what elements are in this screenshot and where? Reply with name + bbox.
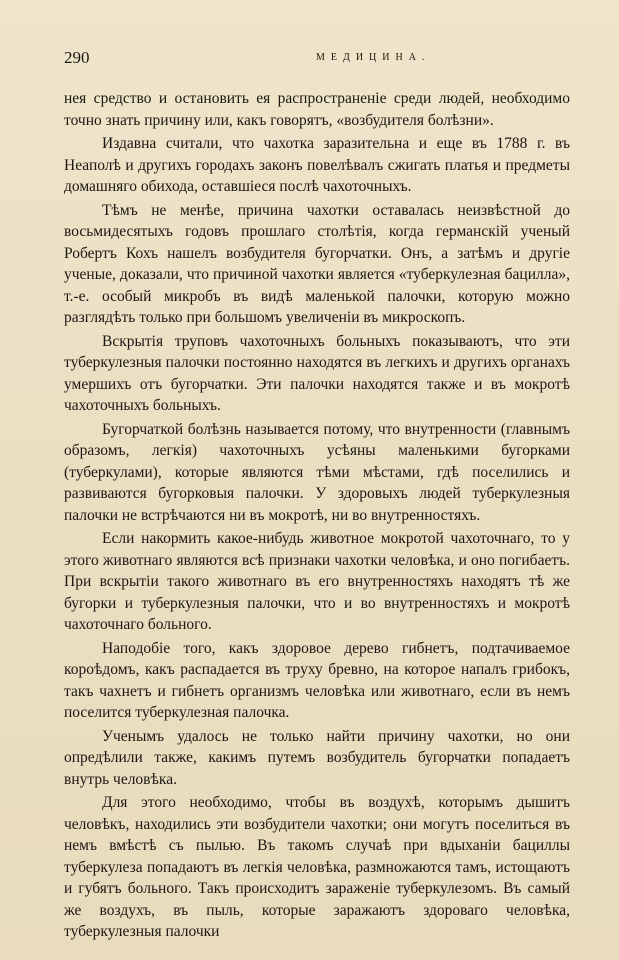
paragraph: Издавна считали, что чахотка заразительна и еще въ 1788 г. въ Неаполѣ и другихъ городахъ законъ повелѣвалъ сжигать платья и предметы домашняго обихода, оставшіеся послѣ чахоточныхъ. bbox=[64, 135, 570, 195]
paragraph: Ученымъ удалось не только найти причину чахотки, но они опредѣлили также, какимъ путемъ возбудитель бугорчатки попадаетъ внутрь человѣка. bbox=[64, 727, 570, 788]
paragraph: Наподобіе того, какъ здоровое дерево гибнетъ, подтачиваемое короѣдомъ, какъ распадается въ труху бревно, на которое напалъ грибокъ, такъ чахнетъ и гибнетъ организмъ человѣка или животнаго, если въ немъ поселится туберкулезная палочка. bbox=[64, 639, 570, 721]
paragraph: Бугорчаткой болѣзнь называется потому, что внутренности (главнымъ образомъ, легкія) чахоточныхъ усѣяны маленькими бугорками (туберкулами), которые являются тѣми мѣстами, гдѣ поселились и развиваются бугорковыя палочки. У здоровыхъ людей туберкулезныя палочки не встрѣчаются ни въ мокротѣ, ни во внутренностяхъ. bbox=[64, 420, 570, 524]
paragraph: Для этого необходимо, чтобы въ воздухѣ, которымъ дышитъ человѣкъ, находились эти возбудители чахотки; они могутъ поселиться въ немъ вмѣстѣ съ пылью. Въ такомъ случаѣ при вдыханіи бациллы туберкулеза попадаютъ въ легкія человѣка, размножаются тамъ, истощаютъ и губятъ больного. Такъ происходитъ зараженіе туберкулезомъ. Въ самый же воздухъ, въ пыль, которые заражаютъ здороваго человѣка, туберкулезныя палочки bbox=[64, 794, 570, 940]
page-header bbox=[64, 48, 566, 70]
paragraph: Если накормить какое-нибудь животное мокротой чахоточнаго, то у этого животнаго являются всѣ признаки чахотки человѣка, и оно погибаетъ. При вскрытіи такого животнаго въ его внутренностяхъ находятъ тѣ же бугорки и туберкулезныя палочки, что и во внутренностяхъ и мокротѣ чахоточнаго больного. bbox=[64, 530, 570, 633]
page-number: 290 bbox=[64, 48, 90, 67]
paragraph: Вскрытія труповъ чахоточныхъ больныхъ показываютъ, что эти туберкулезныя палочки постоянно находятся въ легкихъ и другихъ органахъ умершихъ отъ бугорчатки. Эти палочки находятся также и въ мокротѣ чахоточныхъ больныхъ. bbox=[64, 332, 570, 414]
running-head: МЕДИЦИНА. bbox=[316, 52, 431, 63]
body-text bbox=[64, 88, 570, 945]
paragraph: Тѣмъ не менѣе, причина чахотки оставалась неизвѣстной до восьмидесятыхъ годовъ прошлаго столѣтія, когда германскій ученый Робертъ Кохъ нашелъ возбудителя бугорчатки. Онъ, а затѣмъ и другіе ученые, доказали, что причиной чахотки является «туберкулезная бацилла», т.-е. особый микробъ въ видѣ маленькой палочки, которую можно разглядѣть только при большомъ увеличеніи въ микроскопъ. bbox=[64, 201, 570, 326]
paragraph: нея средство и остановить ея распространеніе среди людей, необходимо точно знать причину или, какъ говорятъ, «возбудителя болѣзни». bbox=[64, 90, 570, 129]
